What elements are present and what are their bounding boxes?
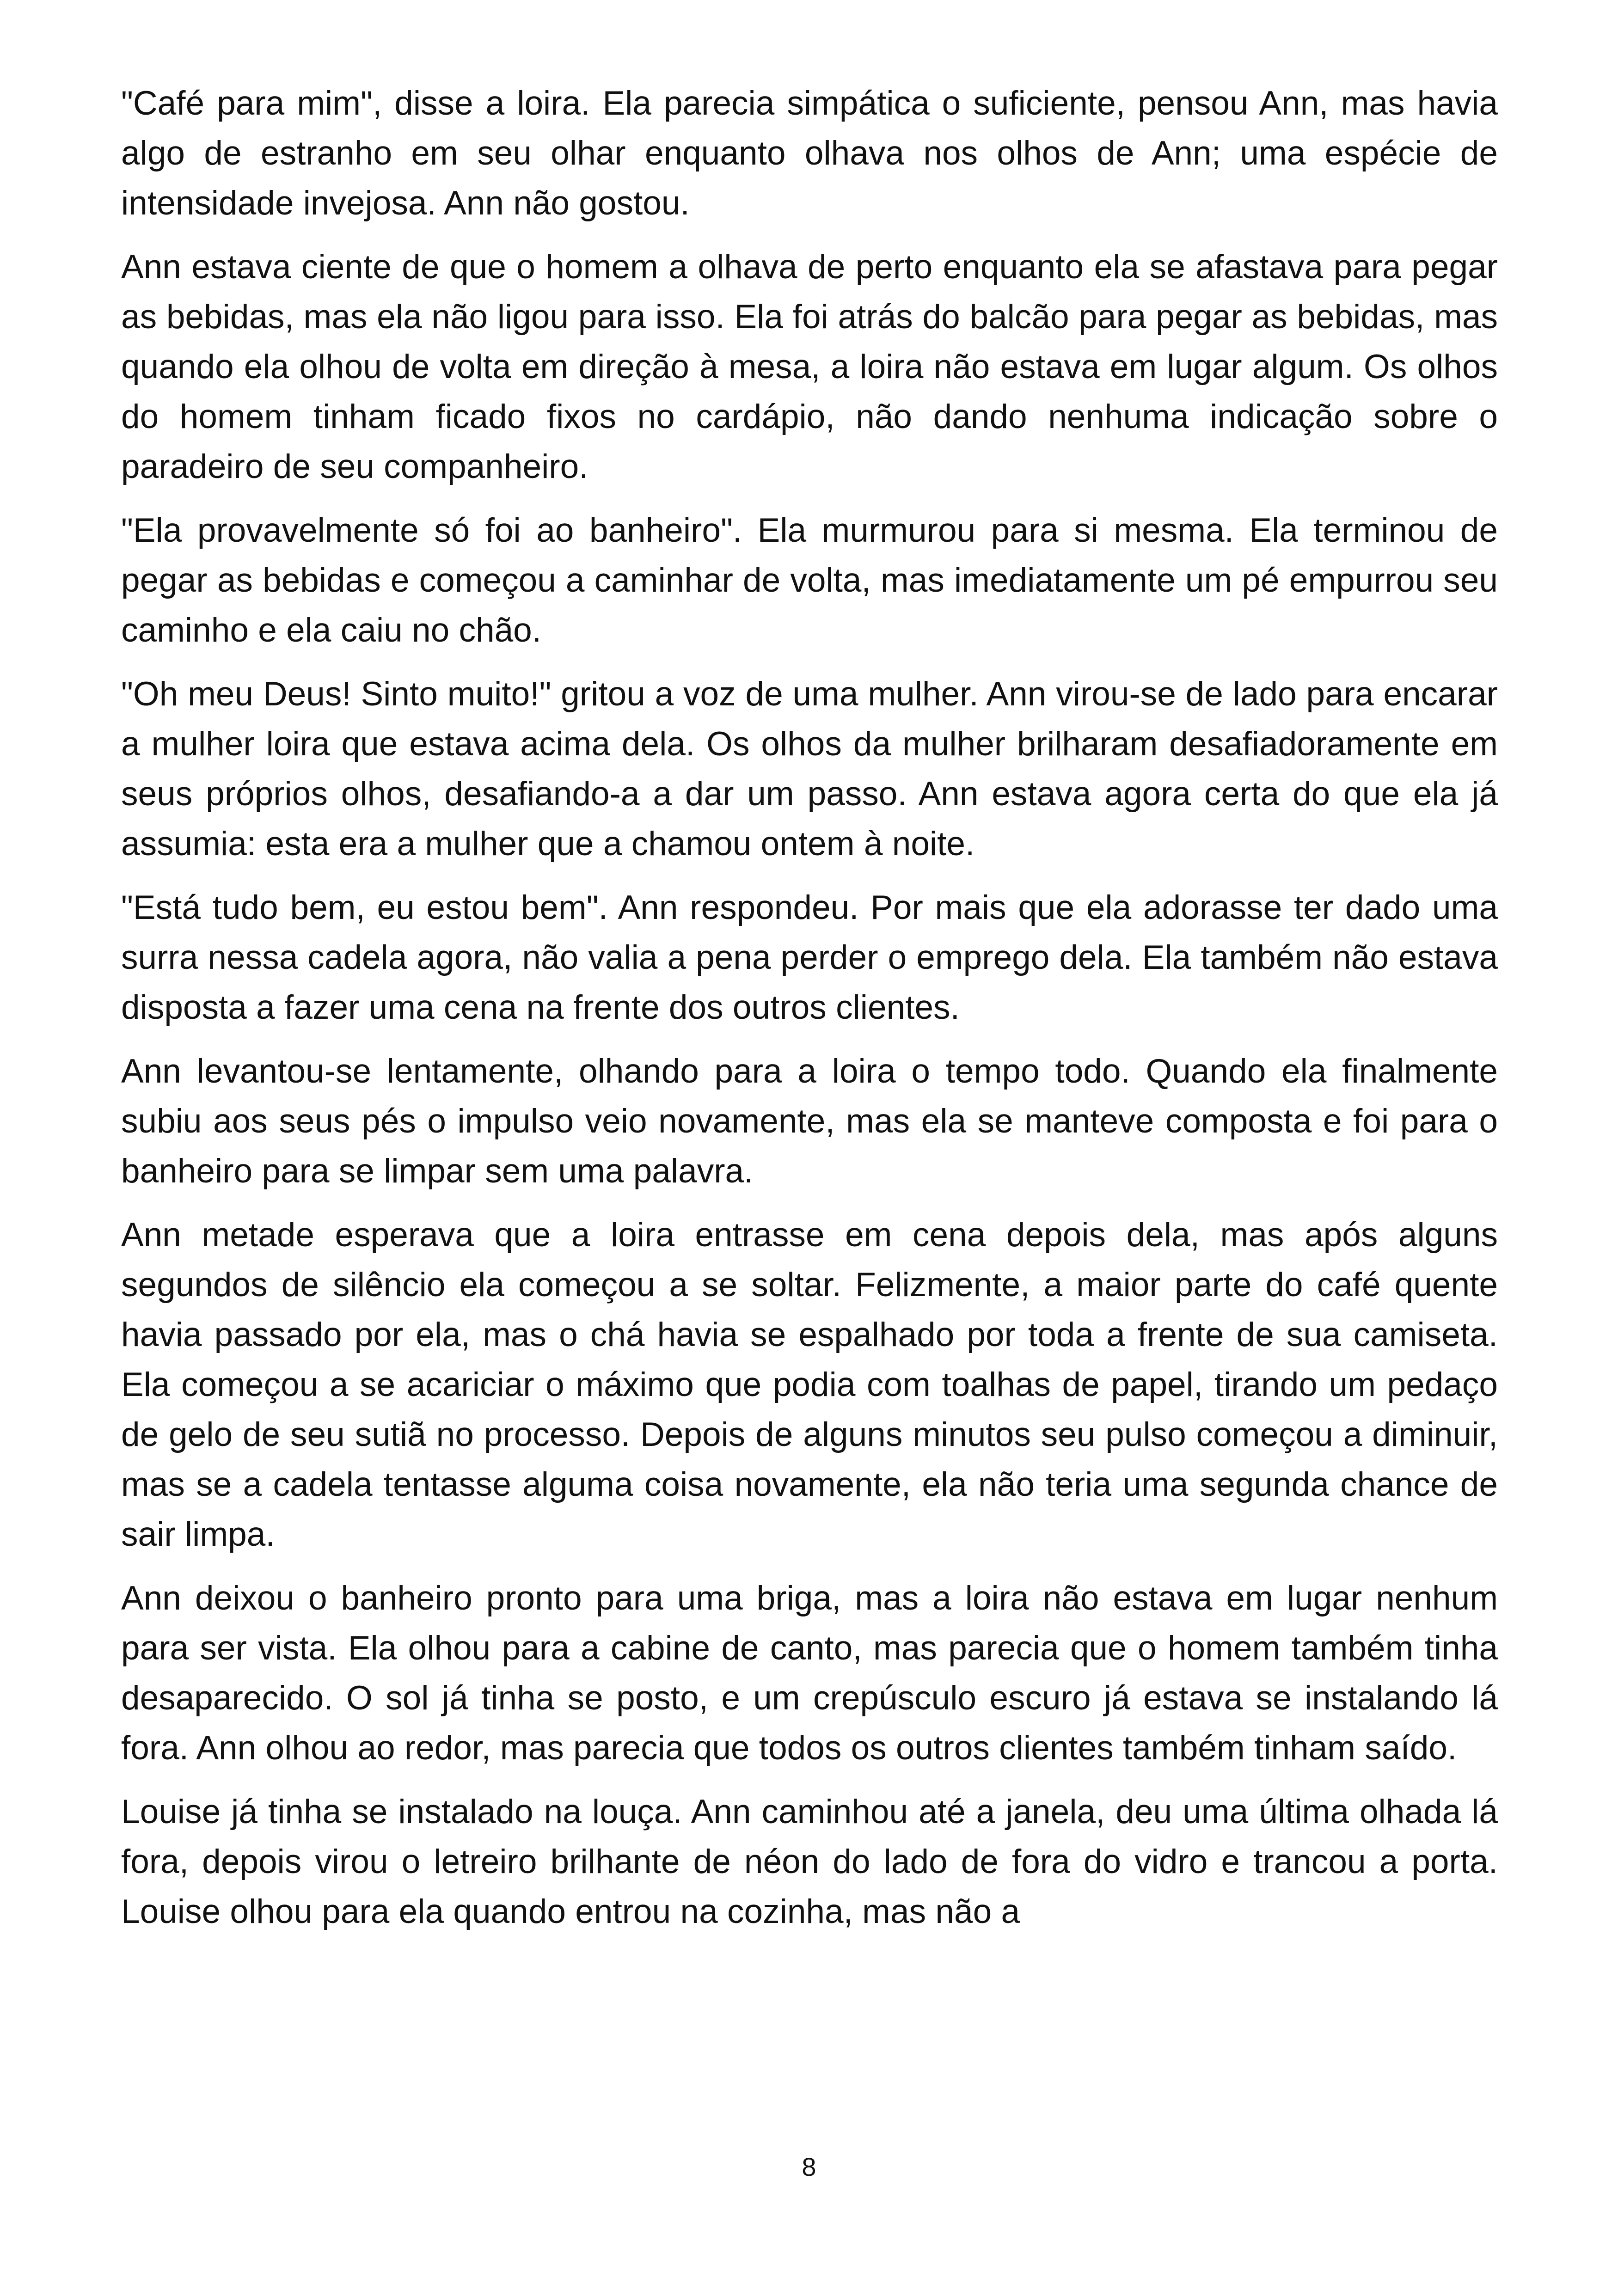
paragraph: "Oh meu Deus! Sinto muito!" gritou a voz de uma mulher. Ann virou-se de lado para encarar a mulher loira que estava acima dela. Os olhos da mulher brilharam desafiadoramente em seus próprios olhos, desafiando-a a dar um passo. Ann estava agora certa do que ela já assumia: esta era a mulher que a chamou ontem à noite. bbox=[121, 675, 1498, 863]
paragraph: Ann deixou o banheiro pronto para uma briga, mas a loira não estava em lugar nenhum para ser vista. Ela olhou para a cabine de canto, mas parecia que o homem também tinha desaparecido. O sol já tinha se posto, e um crepúsculo escuro já estava se instalando lá fora. Ann olhou ao redor, mas parecia que todos os outros clientes também tinham saído. bbox=[121, 1580, 1498, 1767]
page-number: 8 bbox=[802, 2152, 816, 2181]
paragraph: Ann estava ciente de que o homem a olhava de perto enquanto ela se afastava para pegar as bebidas, mas ela não ligou para isso. Ela foi atrás do balcão para pegar as bebidas, mas quando ela olhou de volta em direção à mesa, a loira não estava em lugar algum. Os olhos do homem tinham ficado fixos no cardápio, não dando nenhuma indicação sobre o paradeiro de seu companheiro. bbox=[121, 248, 1498, 485]
paragraph: "Ela provavelmente só foi ao banheiro". Ela murmurou para si mesma. Ela terminou de pegar as bebidas e começou a caminhar de volta, mas imediatamente um pé empurrou seu caminho e ela caiu no chão. bbox=[121, 512, 1498, 649]
page-body bbox=[121, 79, 1498, 1951]
paragraph: "Café para mim", disse a loira. Ela parecia simpática o suficiente, pensou Ann, mas havia algo de estranho em seu olhar enquanto olhava nos olhos de Ann; uma espécie de intensidade invejosa. Ann não gostou. bbox=[121, 85, 1498, 222]
paragraph: Louise já tinha se instalado na louça. Ann caminhou até a janela, deu uma última olhada lá fora, depois virou o letreiro brilhante de néon do lado de fora do vidro e trancou a porta. Louise olhou para ela quando entrou na cozinha, mas não a bbox=[121, 1793, 1498, 1930]
paragraph: Ann metade esperava que a loira entrasse em cena depois dela, mas após alguns segundos de silêncio ela começou a se soltar. Felizmente, a maior parte do café quente havia passado por ela, mas o chá havia se espalhado por toda a frente de sua camiseta. Ela começou a se acariciar o máximo que podia com toalhas de papel, tirando um pedaço de gelo de seu sutiã no processo. Depois de alguns minutos seu pulso começou a diminuir, mas se a cadela tentasse alguma coisa novamente, ela não teria uma segunda chance de sair limpa. bbox=[121, 1216, 1498, 1553]
paragraph: Ann levantou-se lentamente, olhando para a loira o tempo todo. Quando ela finalmente subiu aos seus pés o impulso veio novamente, mas ela se manteve composta e foi para o banheiro para se limpar sem uma palavra. bbox=[121, 1053, 1498, 1190]
paragraph: "Está tudo bem, eu estou bem". Ann respondeu. Por mais que ela adorasse ter dado uma surra nessa cadela agora, não valia a pena perder o emprego dela. Ela também não estava disposta a fazer uma cena na frente dos outros clientes. bbox=[121, 889, 1498, 1026]
